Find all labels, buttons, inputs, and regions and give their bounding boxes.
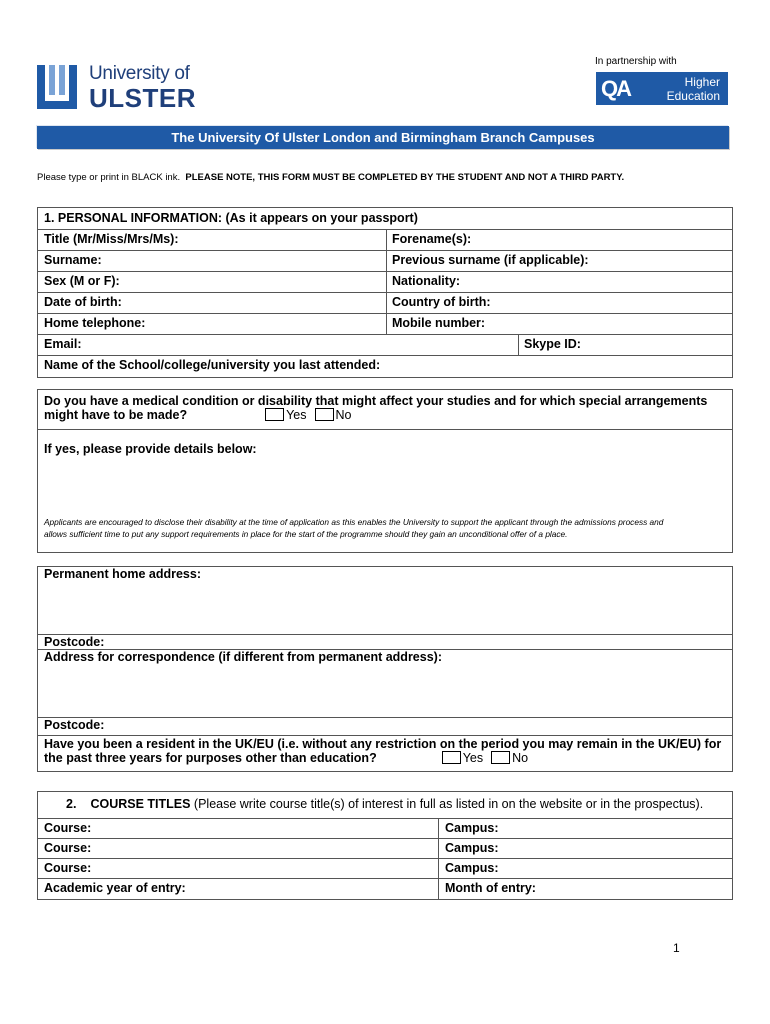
instructions-prefix: Please type or print in BLACK ink. (37, 172, 181, 183)
campus-2-field[interactable]: Campus: (445, 841, 499, 855)
home-telephone-field[interactable]: Home telephone: (44, 316, 146, 330)
medical-question-line1: Do you have a medical condition or disability that might affect your studies and for which special arrangements (44, 394, 708, 408)
resident-no-checkbox[interactable] (491, 751, 510, 764)
university-logo (37, 63, 197, 111)
banner-title: The University Of Ulster London and Birmingham Branch Campuses (37, 126, 729, 149)
course-2-field[interactable]: Course: (44, 841, 92, 855)
page-number: 1 (673, 941, 680, 955)
disability-note-line2: allows sufficient time to put any support requirements in place for the start of the programme should they gain an unconditional offer of a place. (44, 529, 568, 539)
previous-surname-field[interactable]: Previous surname (if applicable): (392, 253, 589, 267)
email-field[interactable]: Email: (44, 337, 82, 351)
correspondence-address-field[interactable]: Address for correspondence (if different from permanent address): (44, 650, 442, 664)
resident-no-label: No (512, 751, 529, 765)
section1-heading: 1. PERSONAL INFORMATION: (As it appears on your passport) (44, 211, 418, 225)
postcode-2-field[interactable]: Postcode: (44, 718, 105, 732)
forenames-field[interactable]: Forename(s): (392, 232, 472, 246)
skype-id-field[interactable]: Skype ID: (524, 337, 581, 351)
resident-question-line2: the past three years for purposes other than education? Yes No (44, 751, 529, 765)
last-school-field[interactable]: Name of the School/college/university you last attended: (44, 358, 381, 372)
course-1-field[interactable]: Course: (44, 821, 92, 835)
medical-details-label: If yes, please provide details below: (44, 442, 257, 456)
medical-yes-checkbox[interactable] (265, 408, 284, 421)
section2-heading-rest: (Please write course title(s) of interest in full as listed in on the website or in the prospectus). (190, 797, 704, 811)
resident-question-line1: Have you been a resident in the UK/EU (i.e. without any restriction on the period you may remain in the UK/EU) for (44, 737, 722, 751)
campus-3-field[interactable]: Campus: (445, 861, 499, 875)
section2-heading-bold: COURSE TITLES (90, 797, 191, 811)
medical-no-label: No (335, 408, 352, 422)
permanent-address-field[interactable]: Permanent home address: (44, 567, 201, 581)
qa-line1: Higher (684, 75, 720, 89)
sex-field[interactable]: Sex (M or F): (44, 274, 120, 288)
section2-number: 2. (66, 797, 77, 811)
title-field[interactable]: Title (Mr/Miss/Mrs/Ms): (44, 232, 179, 246)
instructions (37, 172, 624, 183)
medical-details-area[interactable] (40, 460, 730, 512)
course-3-field[interactable]: Course: (44, 861, 92, 875)
partnership-text: In partnership with (595, 56, 677, 67)
logo-line2: ULSTER (89, 83, 196, 113)
qa-mark: QA (601, 76, 630, 101)
month-of-entry-field[interactable]: Month of entry: (445, 881, 536, 895)
resident-yes-label: Yes (462, 751, 484, 765)
dob-field[interactable]: Date of birth: (44, 295, 122, 309)
surname-field[interactable]: Surname: (44, 253, 102, 267)
qa-line2: Education (666, 89, 720, 103)
nationality-field[interactable]: Nationality: (392, 274, 461, 288)
country-of-birth-field[interactable]: Country of birth: (392, 295, 491, 309)
resident-yes-checkbox[interactable] (442, 751, 461, 764)
mobile-number-field[interactable]: Mobile number: (392, 316, 486, 330)
logo-line1: University of (89, 63, 190, 84)
medical-question-line2: might have to be made? Yes No (44, 408, 352, 422)
postcode-1-field[interactable]: Postcode: (44, 635, 105, 649)
disability-note-line1: Applicants are encouraged to disclose their disability at the time of application as this enables the University to support the applicant through the admissions process and (44, 517, 664, 527)
academic-year-field[interactable]: Academic year of entry: (44, 881, 186, 895)
qa-logo (596, 72, 728, 105)
medical-no-checkbox[interactable] (315, 408, 334, 421)
section2-heading (66, 797, 703, 811)
medical-yes-label: Yes (286, 408, 307, 422)
campus-1-field[interactable]: Campus: (445, 821, 499, 835)
instructions-note: PLEASE NOTE, THIS FORM MUST BE COMPLETED BY THE STUDENT AND NOT A THIRD PARTY. (185, 172, 625, 183)
ulster-crest-icon (37, 65, 83, 109)
